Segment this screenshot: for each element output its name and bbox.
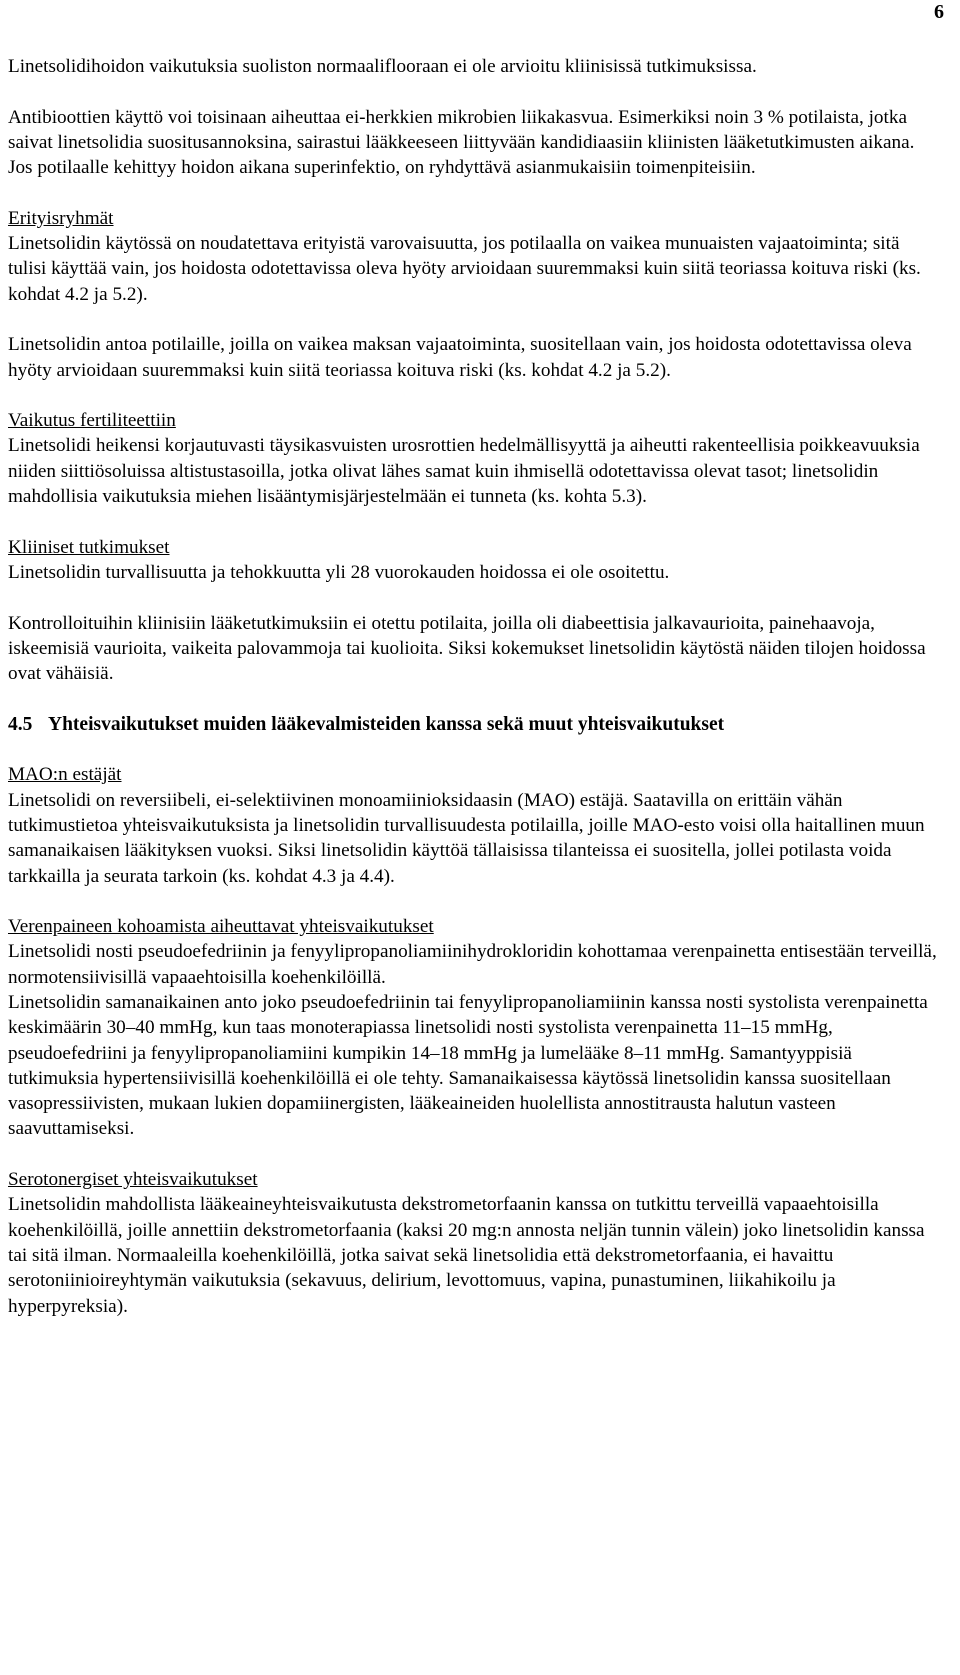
subheading-blood-pressure: Verenpaineen kohoamista aiheuttavat yhteisvaikutukset [8,916,434,938]
paragraph-superinfection: Antibioottien käyttö voi toisinaan aiheuttaa ei-herkkien mikrobien liikakasvua. Esimerkiksi noin 3 % potilaista, jotka saivat linetsolidia suositusannoksina, sairastui lääkkeeseen liittyvään kandidiaasiin kliinisten lääketutkimusten aikana. Jos potilaalle kehittyy hoidon aikana superinfektio, on ryhdyttävä asianmukaisiin toimenpiteisiin. [8,106,915,179]
paragraph-fertility: Linetsolidi heikensi korjautuvasti täysikasvuisten urosrottien hedelmällisyyttä ja aiheutti rakenteellisia poikkeavuuksia niiden siittiösoluissa altistustasoilla, jotka olivat lähes samat kuin ihmisellä odotettavissa olevat tasot; linetsolidin mahdollisia vaikutuksia miehen lisääntymisjärjestelmään ei tunneta (ks. kohta 5.3). [8,435,920,508]
paragraph-normal-flora: Linetsolidihoidon vaikutuksia suoliston normaaliflooraan ei ole arvioitu kliinisissä tutkimuksissa. [8,56,757,77]
section-mao-inhibitors [8,762,938,888]
subheading-special-populations: Erityisryhmät [8,207,114,229]
section-clinical-trials [8,535,938,586]
subheading-clinical-trials: Kliiniset tutkimukset [8,536,170,558]
section-special-populations [8,206,938,307]
section-fertility [8,408,938,509]
page-number: 6 [934,1,944,23]
paragraph-mao-inhibitors: Linetsolidi on reversiibeli, ei-selektiivinen monoamiinioksidaasin (MAO) estäjä. Saatavilla on erittäin vähän tutkimustietoa yhteisvaikutuksista ja linetsolidin turvallisuudesta potilailla, joille MAO-esto voisi olla haitallinen muun samanaikaisen lääkityksen vuoksi. Siksi linetsolidin käyttöä tällaisissa tilanteissa ei suositella, jollei potilasta voida tarkkailla ja seurata tarkoin (ks. kohdat 4.3 ja 4.4). [8,789,925,887]
section-blood-pressure [8,914,938,1142]
subheading-fertility: Vaikutus fertiliteettiin [8,410,176,432]
paragraph-serotonergic: Linetsolidin mahdollista lääkeaineyhteisvaikutusta dekstrometorfaanin kanssa on tutkittu terveillä vapaaehtoisilla koehenkilöillä, joille annettiin dekstrometorfaania (kaksi 20 mg:n annosta neljän tunnin välein) joko linetsolidin kanssa tai sitä ilman. Normaaleilla koehenkilöillä, jotka saivat sekä linetsolidia että dekstrometorfaania, ei havaittu serotoniinioireyhtymän vaikutuksia (sekavuus, delirium, levottomuus, vapina, punastuminen, liikahikoilu ja hyperpyreksia). [8,1194,925,1317]
paragraph-blood-pressure-1: Linetsolidi nosti pseudoefedriinin ja fenyylipropanoliamiinihydrokloridin kohottamaa verenpainetta entisestään terveillä, normotensiivisillä vapaaehtoisilla koehenkilöillä. [8,941,937,988]
section-serotonergic [8,1167,938,1319]
section-heading-interactions [8,712,938,737]
subheading-serotonergic: Serotonergiset yhteisvaikutukset [8,1169,258,1191]
paragraph-hepatic-impairment: Linetsolidin antoa potilaille, joilla on vaikea maksan vajaatoiminta, suositellaan vain, jos hoidosta odotettavissa oleva hyöty arvioidaan suuremmaksi kuin siitä teoriassa koituva riski (ks. kohdat 4.2 ja 5.2). [8,334,912,381]
paragraph-clinical-duration: Linetsolidin turvallisuutta ja tehokkuutta yli 28 vuorokauden hoidossa ei ole osoitettu. [8,561,670,583]
document-body [8,54,938,1319]
section-title: Yhteisvaikutukset muiden lääkevalmisteiden kanssa sekä muut yhteisvaikutukset [48,713,725,735]
paragraph-renal-impairment: Linetsolidin käytössä on noudatettava erityistä varovaisuutta, jos potilaalla on vaikea munuaisten vajaatoiminta; sitä tulisi käyttää vain, jos hoidosta odotettavissa oleva hyöty arvioidaan suuremmaksi kuin siitä teoriassa koituva riski (ks. kohdat 4.2 ja 5.2). [8,233,921,305]
paragraph-clinical-exclusions: Kontrolloituihin kliinisiin lääketutkimuksiin ei otettu potilaita, joilla oli diabeettisia jalkavaurioita, painehaavoja, iskeemisiä vaurioita, vaikeita palovammoja tai kuolioita. Siksi kokemukset linetsolidin käytöstä näiden tilojen hoidossa ovat vähäisiä. [8,612,926,685]
section-number: 4.5 [8,713,33,735]
paragraph-blood-pressure-2: Linetsolidin samanaikainen anto joko pseudoefedriinin tai fenyylipropanoliamiinin kanssa nosti systolista verenpainetta keskimäärin 30–40 mmHg, kun taas monoterapiassa linetsolidi nosti systolista verenpainetta 11–15 mmHg, pseudoefedriini ja fenyylipropanoliamiini kumpikin 14–18 mmHg ja lumelääke 8–11 mmHg. Samantyyppisiä tutkimuksia hypertensiivisillä koehenkilöillä ei ole tehty. Samanaikaisessa käytössä linetsolidin kanssa suositellaan vasopressiivisten, mukaan lukien dopamiinergisten, lääkeaineiden huolellista annostitrausta halutun vasteen saavuttamiseksi. [8,991,928,1140]
subheading-mao-inhibitors: MAO:n estäjät [8,764,122,786]
